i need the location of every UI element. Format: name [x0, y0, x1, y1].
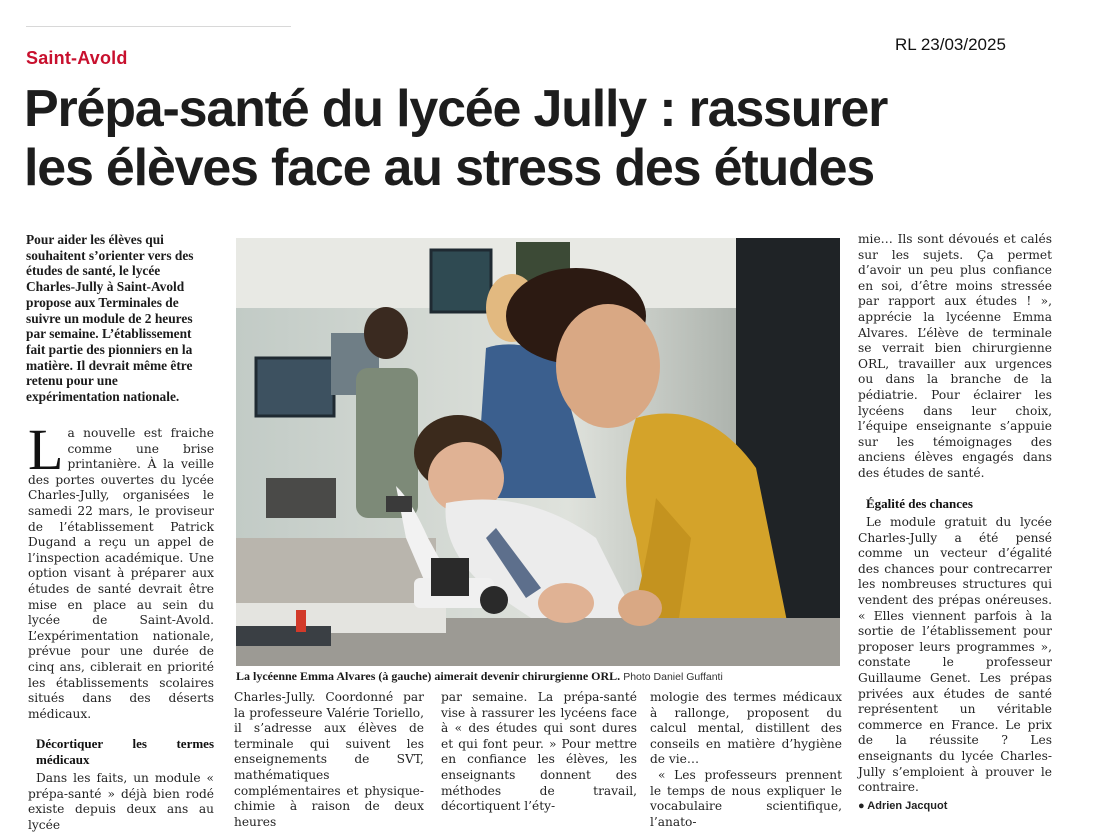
subhead-termes-medicaux: Décortiquer les termes médicaux [36, 736, 214, 767]
date-stamp: RL 23/03/2025 [895, 35, 1006, 54]
column-1-tail: Dans les faits, un module « prépa-santé » déjà bien rodé existe depuis deux ans au lycée [28, 771, 214, 833]
column-1 [28, 417, 214, 834]
column-5-body-2: Le module gratuit du lycée Charles-Jully a été pensé comme un vecteur d’égalité des chances pour contrecarrer les nombreuses structures qui vendent des prépas onéreuses. « Elles viennent parfois à la sortie de l’établissement pour proposer leurs programmes », constate le professeur Guillaume Genet. Les prépas privées aux études de santé représentent un véritable commerce en France. Le prix de la réussite ? Les enseignants du lycée Charles-Jully s’emploient à prouver le contraire. [858, 515, 1052, 795]
column-5 [858, 232, 1052, 814]
classroom-photo-illustration [236, 238, 840, 666]
author-signature: ● Adrien Jacquot [858, 799, 948, 812]
lead-paragraph: Pour aider les élèves qui souhaitent s’orienter vers des études de santé, le lycée Charles-Jully à Saint-Avold propose aux Terminales de suivre un module de 2 heures par semaine. L’établissement fait partie des pionniers en la matière. Il devrait même être retenu pour une expérimentation nationale. [26, 232, 194, 405]
article-photo [236, 238, 840, 666]
caption-text: La lycéenne Emma Alvares (à gauche) aimerait devenir chirurgienne ORL. [236, 669, 621, 683]
column-5-body-1: mie… Ils sont dévoués et calés sur les sujets. Ça permet d’avoir un peu plus confiance en soi, d’être moins stressée par rapport aux études ! », apprécie la lycéenne Emma Alvares. L’élève de terminale se verrait bien chirurgienne ORL, travailler aux urgences ou dans la branche de la pédiatrie. Pour éclairer les lycéens dans leur choix, l’équipe enseignante s’appuie sur les témoignages des anciens élèves engagés dans des études de santé. [858, 232, 1052, 480]
column-3-body: par semaine. La prépa-santé vise à rassurer les lycéens face à « des études qui sont dures et qui font peur. » Pour mettre en confiance les élèves, les enseignants donnent des méthodes de travail, décortiquent l’éty- [441, 690, 637, 814]
column-2 [234, 690, 424, 830]
column-2-body: Charles-Jully. Coordonné par la professeure Valérie Toriello, il s’adresse aux élèves de terminale qui suivent les enseignements de SVT, mathématiques complémentaires et physique-chimie à raison de deux heures [234, 690, 424, 829]
photo-credit: Photo Daniel Guffanti [623, 671, 723, 683]
column-4-body-2: « Les professeurs prennent le temps de nous expliquer le vocabulaire scientifique, l’anato- [650, 767, 842, 829]
section-kicker: Saint-Avold [26, 48, 128, 68]
column-1-body: a nouvelle est fraiche comme une brise printanière. À la veille des portes ouvertes du lycée Charles-Jully, organisées le samedi 22 mars, le proviseur de l’établissement Patrick Dugand a reçu un appel de l’inspection académique. Une option visant à préparer aux études de santé devrait être mise en place au sein du lycée de Saint-Avold. L’expérimentation nationale, prévue pour une durée de cinq ans, ciblerait en priorité les établissements scolaires situés dans des déserts médicaux. [28, 426, 214, 721]
column-4-body-1: mologie des termes médicaux à rallonge, proposent du calcul mental, distillent des conseils en matière d’hygiène de vie… [650, 690, 842, 767]
photo-caption [236, 668, 846, 685]
top-rule [26, 26, 291, 27]
drop-cap: L [28, 417, 64, 482]
column-3 [441, 690, 637, 815]
column-4 [650, 690, 842, 830]
subhead-egalite-des-chances: Égalité des chances [866, 495, 973, 511]
headline [24, 80, 1084, 198]
headline-line-1: Prépa-santé du lycée Jully : rassurer [24, 80, 888, 138]
headline-line-2: les élèves face au stress des études [24, 139, 875, 197]
